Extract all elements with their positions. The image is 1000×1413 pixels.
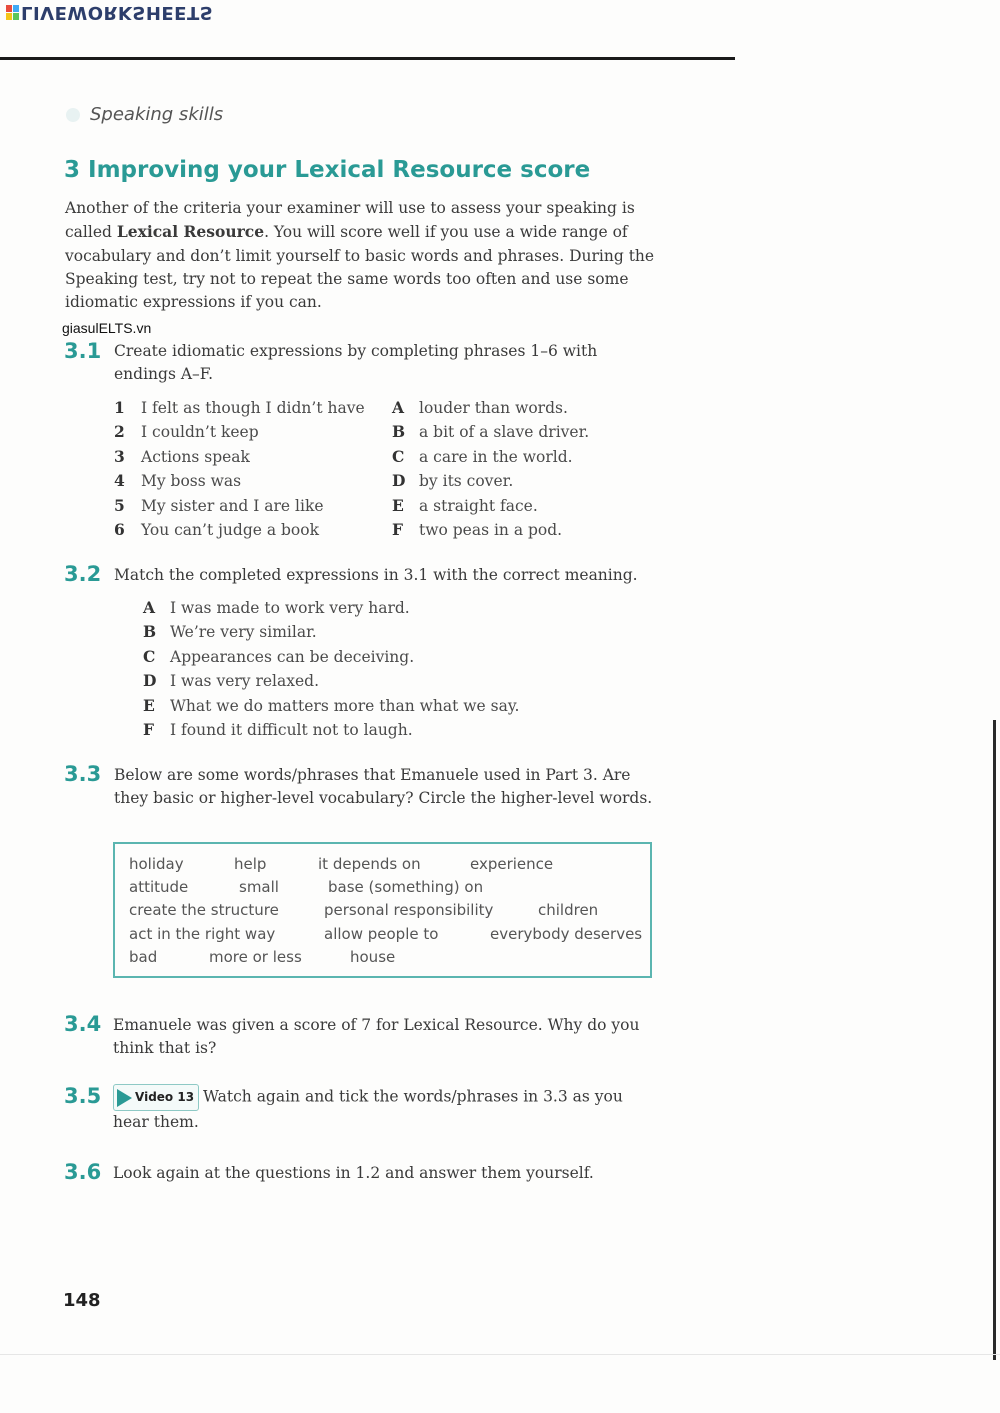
intro-bold-term: Lexical Resource	[116, 222, 265, 242]
phrase-text: My boss was	[141, 472, 242, 491]
exercise-number-3-2: 3.2	[64, 562, 102, 586]
meaning-text: I found it difficult not to laugh.	[170, 721, 413, 740]
meaning-item	[143, 620, 519, 644]
vocab-word[interactable]: help	[234, 855, 267, 873]
phrase-text: My sister and I are like	[141, 496, 324, 515]
vocab-word[interactable]: children	[538, 901, 599, 919]
page-title: 3 Improving your Lexical Resource score	[64, 157, 591, 183]
meaning-text: I was made to work very hard.	[170, 599, 410, 617]
intro-part-2: . You will score well if you use a wide range of vocabulary and don’t limit yourself to basic words and phrases. During the Speaking test, try not to repeat the same words too often and use some idiomatic expressions if you can.	[65, 223, 655, 312]
phrase-item	[114, 396, 365, 420]
ending-list-right	[392, 396, 589, 542]
ending-item	[392, 518, 589, 542]
vocab-word[interactable]: personal responsibility	[324, 901, 494, 919]
site-logo	[6, 2, 213, 23]
ending-text: by its cover.	[419, 472, 514, 491]
meaning-key: B	[143, 622, 157, 642]
meaning-item	[143, 669, 519, 693]
ending-key: F	[392, 520, 404, 540]
meaning-key: D	[143, 671, 157, 691]
page-bottom-edge	[0, 1354, 1000, 1355]
meaning-key: A	[143, 598, 156, 617]
ending-text: a care in the world.	[419, 447, 573, 466]
exercise-number-3-4: 3.4	[64, 1012, 102, 1036]
scan-edge-shadow	[993, 720, 996, 1360]
phrase-item	[114, 518, 365, 542]
meaning-item	[143, 596, 519, 620]
vocab-word[interactable]: more or less	[209, 948, 302, 966]
exercise-3-5-text: Watch again and tick the words/phrases in 3.3 as you hear them.	[113, 1087, 623, 1132]
section-dot-icon	[66, 108, 80, 122]
vocab-word[interactable]: holiday	[129, 855, 184, 873]
header-rule	[0, 57, 735, 60]
intro-part-1: Another of the criteria your examiner will use to assess your speaking is called	[65, 199, 635, 242]
phrase-key: 1	[114, 398, 125, 417]
video-13-button[interactable]	[113, 1084, 199, 1111]
ending-item	[392, 396, 589, 420]
phrase-text: I couldn’t keep	[141, 423, 259, 442]
meaning-text: What we do matters more than what we say.	[170, 696, 520, 715]
vocab-word[interactable]: allow people to	[324, 925, 439, 943]
ending-item	[392, 469, 589, 493]
vocab-word[interactable]: house	[350, 948, 396, 966]
logo-text: LIVEWORKSHEETS	[21, 2, 214, 23]
phrase-item	[114, 445, 365, 469]
ending-text: a bit of a slave driver.	[419, 423, 590, 442]
phrase-key: 3	[114, 446, 125, 466]
vocab-word[interactable]: create the structure	[129, 901, 279, 919]
section-label	[66, 104, 223, 125]
phrase-list-left	[114, 396, 365, 542]
exercise-instruction-3-3: Below are some words/phrases that Emanuele used in Part 3. Are they basic or higher-level vocabulary? Circle the higher-level words.	[114, 766, 653, 808]
meaning-key: C	[143, 646, 156, 666]
phrase-text: I felt as though I didn’t have	[141, 399, 365, 417]
ending-key: A	[392, 398, 405, 417]
phrase-item	[114, 420, 365, 444]
logo-square-4	[13, 13, 19, 20]
meaning-text: We’re very similar.	[170, 623, 317, 642]
credit-text: giasulELTS.vn	[62, 320, 152, 336]
phrase-key: 4	[114, 471, 125, 491]
exercise-number-3-6: 3.6	[64, 1160, 102, 1184]
phrase-item	[114, 494, 365, 518]
exercise-number-3-3: 3.3	[64, 762, 102, 786]
logo-square-3	[6, 13, 12, 20]
logo-square-1	[6, 5, 12, 12]
vocab-word[interactable]: small	[239, 878, 279, 896]
ending-text: a straight face.	[419, 496, 538, 515]
phrase-key: 6	[114, 520, 125, 540]
meaning-key: E	[143, 695, 155, 715]
ending-key: B	[392, 422, 406, 442]
meaning-text: I was very relaxed.	[170, 672, 320, 691]
phrase-text: Actions speak	[141, 447, 250, 466]
exercise-number-3-1: 3.1	[64, 339, 102, 363]
ending-item	[392, 445, 589, 469]
phrase-text: You can’t judge a book	[141, 521, 319, 540]
meaning-item	[143, 718, 519, 742]
ending-text: two peas in a pod.	[419, 521, 563, 540]
vocab-word[interactable]: everybody deserves	[490, 925, 643, 943]
ending-item	[392, 494, 589, 518]
meaning-key: F	[143, 720, 155, 740]
exercise-instruction-3-5	[113, 1084, 663, 1135]
phrase-key: 2	[114, 422, 125, 442]
exercise-instruction-3-2: Match the completed expressions in 3.1 with the correct meaning.	[114, 566, 638, 584]
vocab-word[interactable]: it depends on	[318, 855, 421, 873]
page-number: 148	[63, 1290, 101, 1311]
intro-paragraph	[65, 197, 675, 314]
meaning-item	[143, 694, 519, 718]
exercise-instruction-3-1: Create idiomatic expressions by completing phrases 1–6 with endings A–F.	[114, 342, 598, 384]
logo-square-2	[13, 5, 19, 12]
ending-key: E	[392, 495, 404, 515]
vocab-word[interactable]: bad	[129, 948, 158, 966]
ending-text: louder than words.	[419, 399, 568, 417]
exercise-number-3-5: 3.5	[64, 1084, 102, 1108]
exercise-instruction-3-6: Look again at the questions in 1.2 and answer them yourself.	[113, 1164, 594, 1182]
meaning-text: Appearances can be deceiving.	[170, 647, 415, 666]
phrase-item	[114, 469, 365, 493]
vocab-word[interactable]: act in the right way	[129, 925, 276, 943]
vocabulary-box	[113, 842, 652, 978]
logo-grid-icon	[6, 5, 18, 20]
ending-key: C	[392, 446, 405, 466]
phrase-key: 5	[114, 495, 125, 515]
ending-key: D	[392, 471, 406, 491]
ending-item	[392, 420, 589, 444]
section-label-text: Speaking skills	[90, 104, 224, 125]
play-icon	[117, 1089, 132, 1107]
video-label: Video 13	[135, 1090, 195, 1104]
meaning-list	[143, 596, 519, 742]
vocab-word[interactable]: base (something) on	[328, 878, 484, 896]
exercise-instruction-3-4: Emanuele was given a score of 7 for Lexical Resource. Why do you think that is?	[113, 1016, 640, 1058]
meaning-item	[143, 645, 519, 669]
vocab-word[interactable]: attitude	[129, 878, 189, 896]
vocab-word[interactable]: experience	[470, 855, 554, 873]
